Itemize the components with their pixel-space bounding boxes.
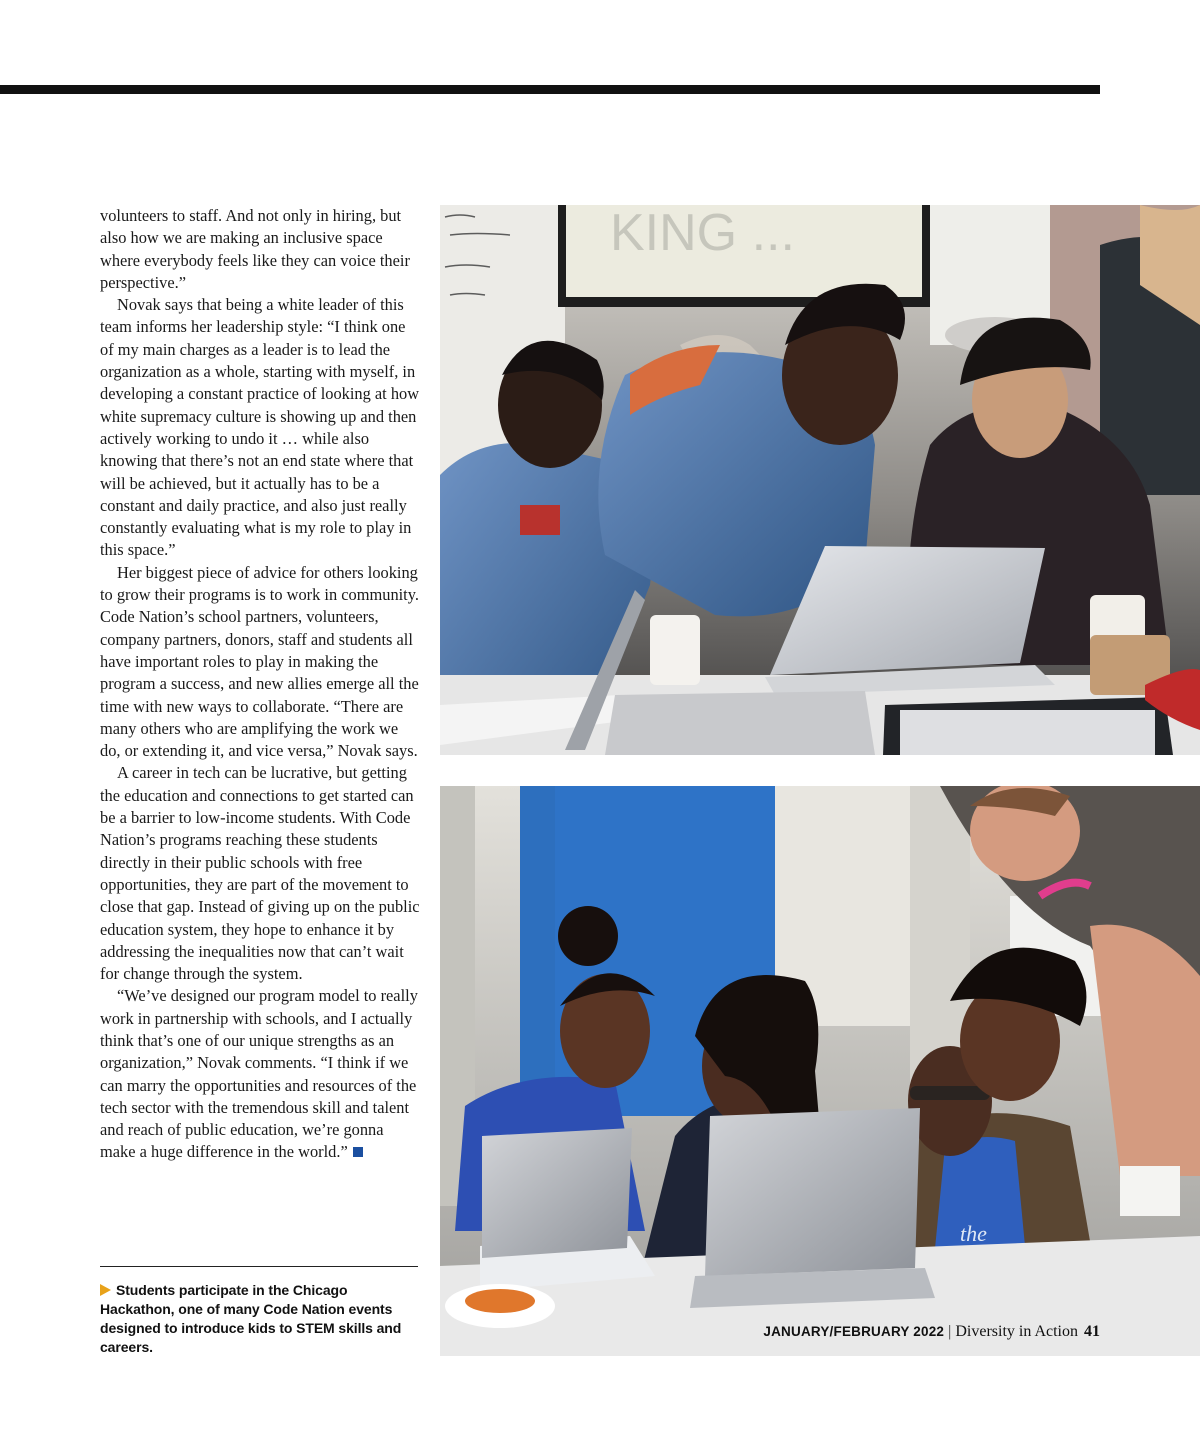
article-paragraph-last bbox=[100, 985, 420, 1163]
caption-rule bbox=[100, 1266, 418, 1267]
shirt-text: the bbox=[960, 1221, 987, 1246]
photo-students-laptops-bottom bbox=[440, 786, 1200, 1356]
article-paragraph-text: “We’ve designed our program model to really work in partnership with schools, and I actually think that’s one of our unique strengths as an organization,” Novak comments. “I think if we can marry the opportunities and resources of the tech sector with the tremendous skill and talent and reach of public education, we’re gonna make a huge difference in the world.” bbox=[100, 986, 418, 1162]
caption-arrow-icon bbox=[100, 1284, 111, 1296]
article-paragraph: A career in tech can be lucrative, but getting the education and connections to get started can be a barrier to low-income students. With Code Nation’s programs reaching these students directly in their public schools with free opportunities, they are part of the movement to close that gap. Instead of giving up on the public education system, they hope to enhance it by addressing the inequalities now that can’t wait for change through the system. bbox=[100, 763, 420, 984]
article-paragraph: Novak says that being a white leader of this team informs her leadership style: “I think one of my main charges as a leader is to lead the organization as a whole, starting with myself, in developing a constant practice of looking at how white supremacy culture is showing up and then actively working to undo it … while also knowing that there’s not an end state where that will be achieved, but it actually has to be a constant and daily practice, and also just really constantly evaluating what is my role to play in this space.” bbox=[100, 295, 420, 560]
top-rule bbox=[0, 85, 1100, 94]
end-of-article-mark bbox=[353, 1147, 363, 1157]
photo-students-laptops-top bbox=[440, 205, 1200, 755]
page-footer bbox=[763, 1323, 1100, 1341]
article-paragraph: volunteers to staff. And not only in hiring, but also how we are making an inclusive space where everybody feels like they can voice their perspective.” bbox=[100, 206, 410, 292]
page-number: 41 bbox=[1084, 1323, 1100, 1340]
screen-text: KING ... bbox=[610, 205, 795, 262]
footer-issue: JANUARY/FEBRUARY 2022 bbox=[763, 1324, 945, 1339]
caption-text: Students participate in the Chicago Hackathon, one of many Code Nation events designed to introduce kids to STEM skills and careers. bbox=[100, 1282, 402, 1355]
footer-magazine: Diversity in Action bbox=[955, 1323, 1078, 1340]
footer-separator: | bbox=[948, 1323, 952, 1340]
article-body bbox=[100, 205, 420, 1164]
article-paragraph: Her biggest piece of advice for others looking to grow their programs is to work in community. Code Nation’s school partners, volunteers, company partners, donors, staff and students all have important roles to play in making the program a success, and new allies emerge all the time with new ways to collaborate. “There are many others who are amplifying the work we do, or extending it, and vice versa,” Novak says. bbox=[100, 562, 419, 761]
photo-caption bbox=[100, 1281, 420, 1357]
